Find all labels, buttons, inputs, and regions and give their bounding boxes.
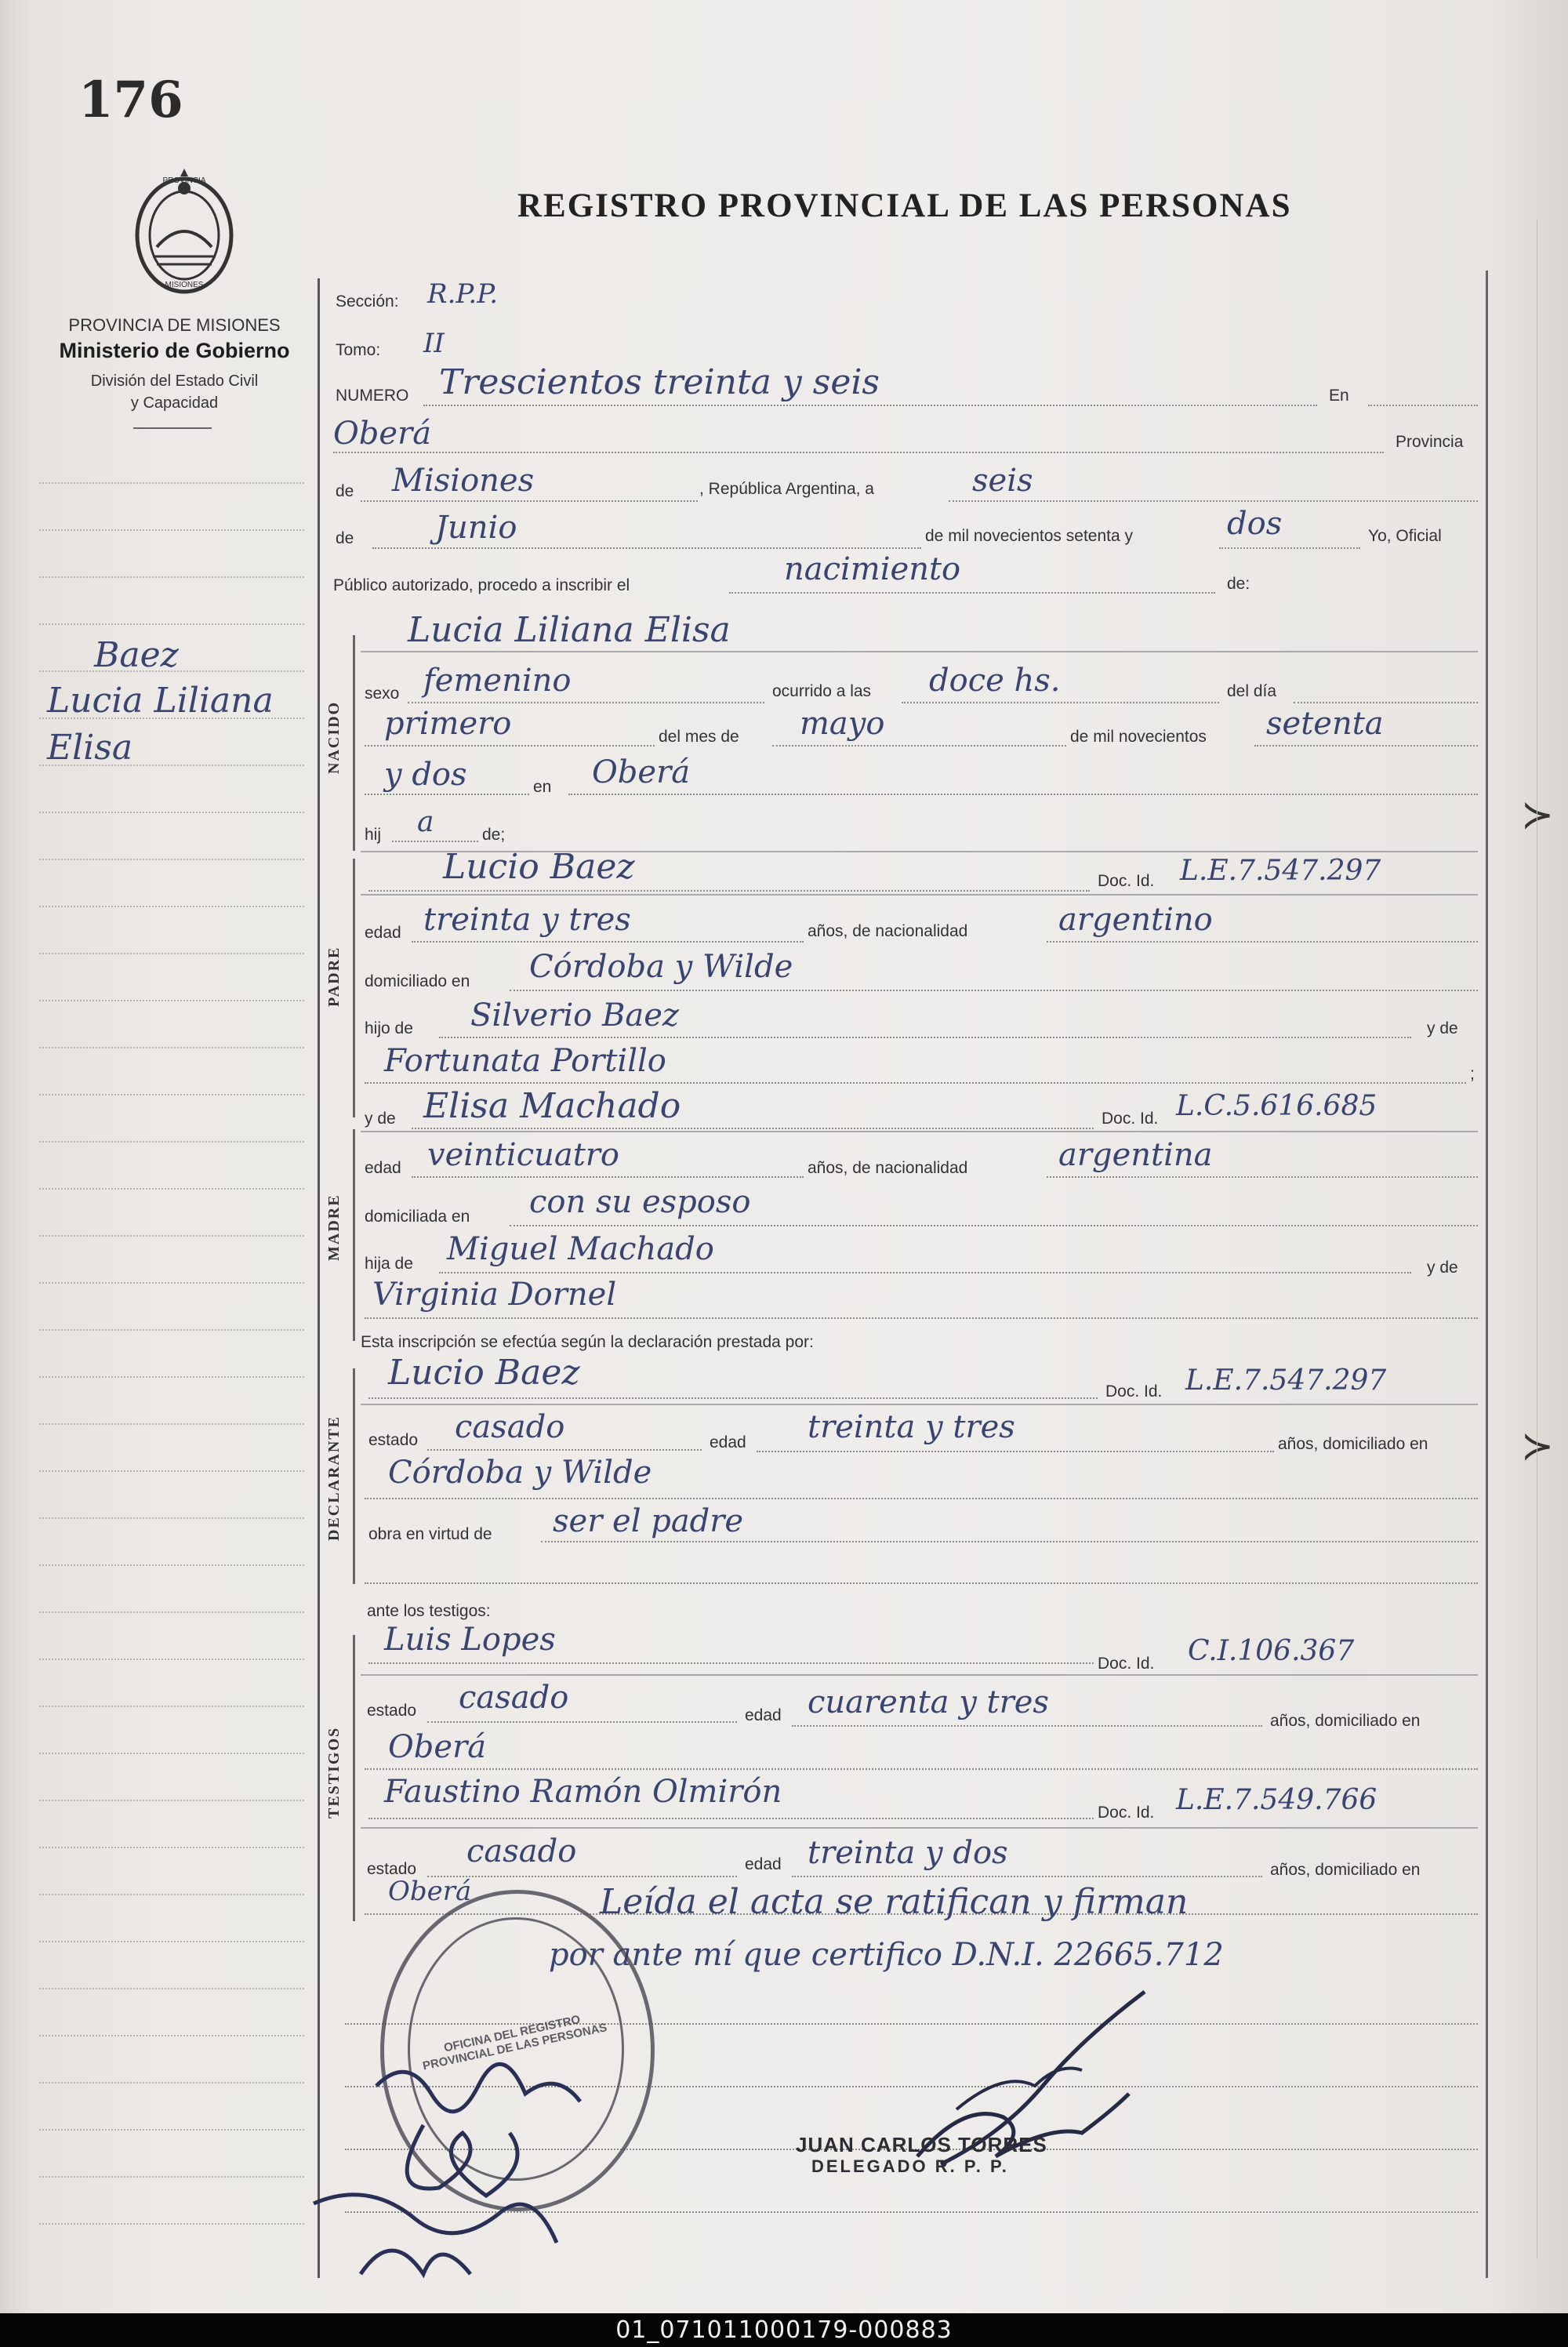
anio-label: de mil novecientos setenta y (925, 527, 1133, 545)
t2-nombre: Faustino Ramón Olmirón (384, 1774, 782, 1810)
margin-note-names: Lucia Liliana (47, 681, 274, 721)
declarante-doc-label: Doc. Id. (1105, 1382, 1163, 1401)
provincia-value: Misiones (392, 463, 535, 499)
padre-edad-label: edad (365, 924, 401, 942)
section-declarante: DECLARANTE (325, 1415, 343, 1542)
closing-line-1: Leída el acta se ratifican y firman (600, 1882, 1189, 1922)
org-ministry: Ministerio de Gobierno (59, 339, 290, 362)
t1-doc-value: C.I.106.367 (1188, 1635, 1355, 1667)
en-label: En (1329, 387, 1349, 405)
padre-nacionalidad: argentino (1058, 902, 1213, 938)
margin-rule (39, 1847, 304, 1848)
hij-de-label: de; (482, 826, 506, 844)
margin-rule (39, 1800, 304, 1801)
margin-rule (39, 529, 304, 531)
anio-nac-value-2: y dos (384, 757, 467, 793)
publico-label: Público autorizado, procedo a inscribir el (333, 576, 630, 594)
margin-rule (39, 1470, 304, 1472)
emblem-text-bottom: MISIONES (165, 281, 204, 289)
madre-dom-label: domiciliada en (365, 1208, 470, 1226)
hora-value: doce hs. (929, 663, 1061, 699)
margin-rule (39, 1188, 304, 1190)
signature-scribbles-left (298, 2039, 737, 2282)
margin-note-surname: Baez (94, 635, 179, 675)
section-madre: MADRE (325, 1193, 343, 1261)
madre-nombre: Elisa Machado (423, 1086, 681, 1126)
t1-anios-label: años, domiciliado en (1270, 1712, 1421, 1730)
margin-rule (39, 1141, 304, 1143)
del-mes-label: del mes de (659, 728, 739, 746)
sexo-label: sexo (365, 685, 400, 703)
stamp-text: OFICINA DEL REGISTRO PROVINCIAL DE LAS PERSONAS (421, 2012, 608, 2073)
padre-hijo-label: hijo de (365, 1019, 413, 1037)
padre-nac-label: años, de nacionalidad (808, 922, 968, 940)
t1-estado: casado (459, 1680, 569, 1716)
margin-rule (39, 1047, 304, 1048)
page-title: REGISTRO PROVINCIAL DE LAS PERSONAS (517, 187, 1292, 224)
margin-rule (39, 1706, 304, 1707)
org-division-2: y Capacidad (130, 394, 219, 412)
margin-rule (39, 2176, 304, 2178)
margin-rule (39, 2129, 304, 2131)
padre-domicilio: Córdoba y Wilde (529, 949, 793, 985)
declarante-doc-value: L.E.7.547.297 (1185, 1364, 1387, 1397)
padre-madre-de: Fortunata Portillo (384, 1043, 666, 1079)
org-province: PROVINCIA DE MISIONES (68, 315, 281, 335)
margin-rule (39, 1941, 304, 1942)
margin-rule (39, 1329, 304, 1331)
margin-note-third-name: Elisa (47, 728, 133, 768)
declarante-edad-label: edad (710, 1433, 746, 1451)
provincia-label: Provincia (1396, 433, 1464, 451)
form-left-border (318, 278, 320, 2278)
madre-y-de-label: y de (365, 1110, 396, 1128)
padre-edad-value: treinta y tres (423, 902, 631, 938)
dia-nac-value: primero (384, 706, 512, 742)
numero-label: NUMERO (336, 387, 409, 405)
t2-anios-label: años, domiciliado en (1270, 1861, 1421, 1879)
seccion-value: R.P.P. (427, 278, 498, 310)
anio-nac-value-1: setenta (1266, 706, 1384, 742)
hij-label: hij (365, 826, 382, 844)
madre-y-de: y de (1427, 1259, 1458, 1277)
padre-nombre: Lucio Baez (443, 847, 635, 887)
section-testigos: TESTIGOS (325, 1726, 343, 1818)
de-colon-label: de: (1227, 575, 1250, 593)
t1-estado-label: estado (367, 1702, 417, 1720)
madre-madre-de: Virginia Dornel (372, 1277, 617, 1313)
margin-rule (39, 859, 304, 860)
de-label-2: de (336, 529, 354, 547)
sexo-value: femenino (423, 663, 572, 699)
emblem-text-top: PROVINCIA (162, 176, 206, 185)
madre-hija-label: hija de (365, 1255, 413, 1273)
t2-estado: casado (466, 1833, 577, 1869)
declarante-estado-label: estado (368, 1431, 419, 1449)
madre-nac-label: años, de nacionalidad (808, 1159, 968, 1177)
official-title: DELEGADO R. P. P. (811, 2156, 1009, 2176)
binding-mark-icon: ≻ (1521, 1424, 1554, 1468)
margin-rule (39, 1988, 304, 1989)
margin-rule (39, 1000, 304, 1001)
t2-doc-value: L.E.7.549.766 (1176, 1784, 1377, 1816)
madre-doc-value: L.C.5.616.685 (1176, 1090, 1377, 1122)
de-label: de (336, 482, 354, 500)
padre-dom-label: domiciliado en (365, 972, 470, 990)
padre-doc-label: Doc. Id. (1098, 872, 1155, 890)
tomo-value: II (423, 328, 445, 359)
margin-rule (39, 906, 304, 907)
madre-doc-label: Doc. Id. (1102, 1110, 1159, 1128)
declarante-estado: casado (455, 1409, 565, 1445)
padre-y-de: y de (1427, 1019, 1458, 1037)
t2-edad-label: edad (745, 1855, 782, 1873)
declarante-intro: Esta inscripción se efectúa según la declaración prestada por: (361, 1333, 814, 1351)
margin-rule (39, 2223, 304, 2225)
lugar-value: Oberá (333, 416, 432, 452)
madre-domicilio: con su esposo (529, 1184, 751, 1220)
form-right-border (1486, 271, 1488, 2278)
mes-value: Junio (435, 510, 517, 546)
padre-padre-de: Silverio Baez (470, 997, 679, 1034)
t1-doc-label: Doc. Id. (1098, 1655, 1155, 1673)
declarante-nombre: Lucio Baez (388, 1353, 580, 1393)
declarante-obra-label: obra en virtud de (368, 1525, 492, 1543)
margin-rule (39, 1423, 304, 1425)
margin-rule (39, 812, 304, 813)
seccion-label: Sección: (336, 292, 399, 311)
hij-suffix: a (417, 806, 434, 838)
padre-doc-value: L.E.7.547.297 (1180, 855, 1381, 887)
margin-rule (39, 1235, 304, 1237)
ocurrido-label: ocurrido a las (772, 682, 872, 700)
mil-label: de mil novecientos (1070, 728, 1207, 746)
declarante-edad: treinta y tres (808, 1409, 1015, 1445)
dia-value: seis (972, 463, 1033, 499)
margin-rule (39, 1094, 304, 1095)
margin-rule (39, 2035, 304, 2036)
t1-domicilio: Oberá (388, 1729, 487, 1765)
margin-rule (39, 1376, 304, 1378)
margin-rule (39, 576, 304, 578)
t2-estado-label: estado (367, 1860, 417, 1878)
official-name: JUAN CARLOS TORRES (796, 2133, 1047, 2156)
t2-edad: treinta y dos (808, 1835, 1008, 1871)
margin-rule (39, 1282, 304, 1284)
margin-rule (39, 953, 304, 954)
republica-label: , República Argentina, a (699, 480, 874, 498)
tomo-label: Tomo: (336, 341, 381, 359)
t1-nombre: Luis Lopes (384, 1622, 556, 1658)
margin-rule (39, 2082, 304, 2084)
image-caption: 01_071011000179-000883 (0, 2313, 1568, 2347)
acto-value: nacimiento (784, 551, 961, 587)
declarante-domicilio: Córdoba y Wilde (388, 1455, 652, 1491)
org-divider (133, 427, 212, 429)
oficial-label: Yo, Oficial (1368, 527, 1442, 545)
closing-line-2: por ante mí que certifico D.N.I. 22665.712 (549, 1937, 1224, 1973)
section-nacido: NACIDO (325, 700, 343, 774)
margin-rule (39, 623, 304, 625)
page-number: 176 (78, 71, 183, 129)
section-padre: PADRE (325, 946, 343, 1007)
binding-mark-icon: ≻ (1521, 793, 1554, 837)
margin-rule (39, 1564, 304, 1566)
madre-edad-label: edad (365, 1159, 401, 1177)
margin-rule (39, 1894, 304, 1895)
page-fold (1537, 220, 1568, 2258)
en-nac-label: en (533, 778, 552, 796)
madre-padre-de: Miguel Machado (447, 1231, 714, 1267)
margin-rule (39, 1611, 304, 1613)
t2-doc-label: Doc. Id. (1098, 1804, 1155, 1822)
madre-nacionalidad: argentina (1058, 1137, 1213, 1173)
declarante-anios-label: años, domiciliado en (1278, 1435, 1428, 1453)
mes-nac-value: mayo (800, 706, 885, 742)
del-dia-label: del día (1227, 682, 1277, 700)
margin-rule (39, 482, 304, 484)
t1-edad-label: edad (745, 1706, 782, 1724)
declarante-virtud: ser el padre (553, 1503, 744, 1539)
anio-value: dos (1227, 506, 1283, 542)
t1-edad: cuarenta y tres (808, 1684, 1049, 1720)
margin-rule (39, 1517, 304, 1519)
org-division-1: División del Estado Civil (90, 372, 259, 390)
numero-value: Trescientos treinta y seis (439, 362, 880, 402)
madre-edad-value: veinticuatro (427, 1137, 619, 1173)
testigos-intro: ante los testigos: (367, 1602, 491, 1620)
t2-domicilio: Oberá (388, 1876, 472, 1907)
lugar-nac-value: Oberá (592, 754, 691, 790)
nacido-nombre: Lucia Liliana Elisa (408, 610, 731, 650)
margin-rule (39, 1753, 304, 1754)
margin-rule (39, 1659, 304, 1660)
padre-semicolon: ; (1470, 1065, 1475, 1083)
